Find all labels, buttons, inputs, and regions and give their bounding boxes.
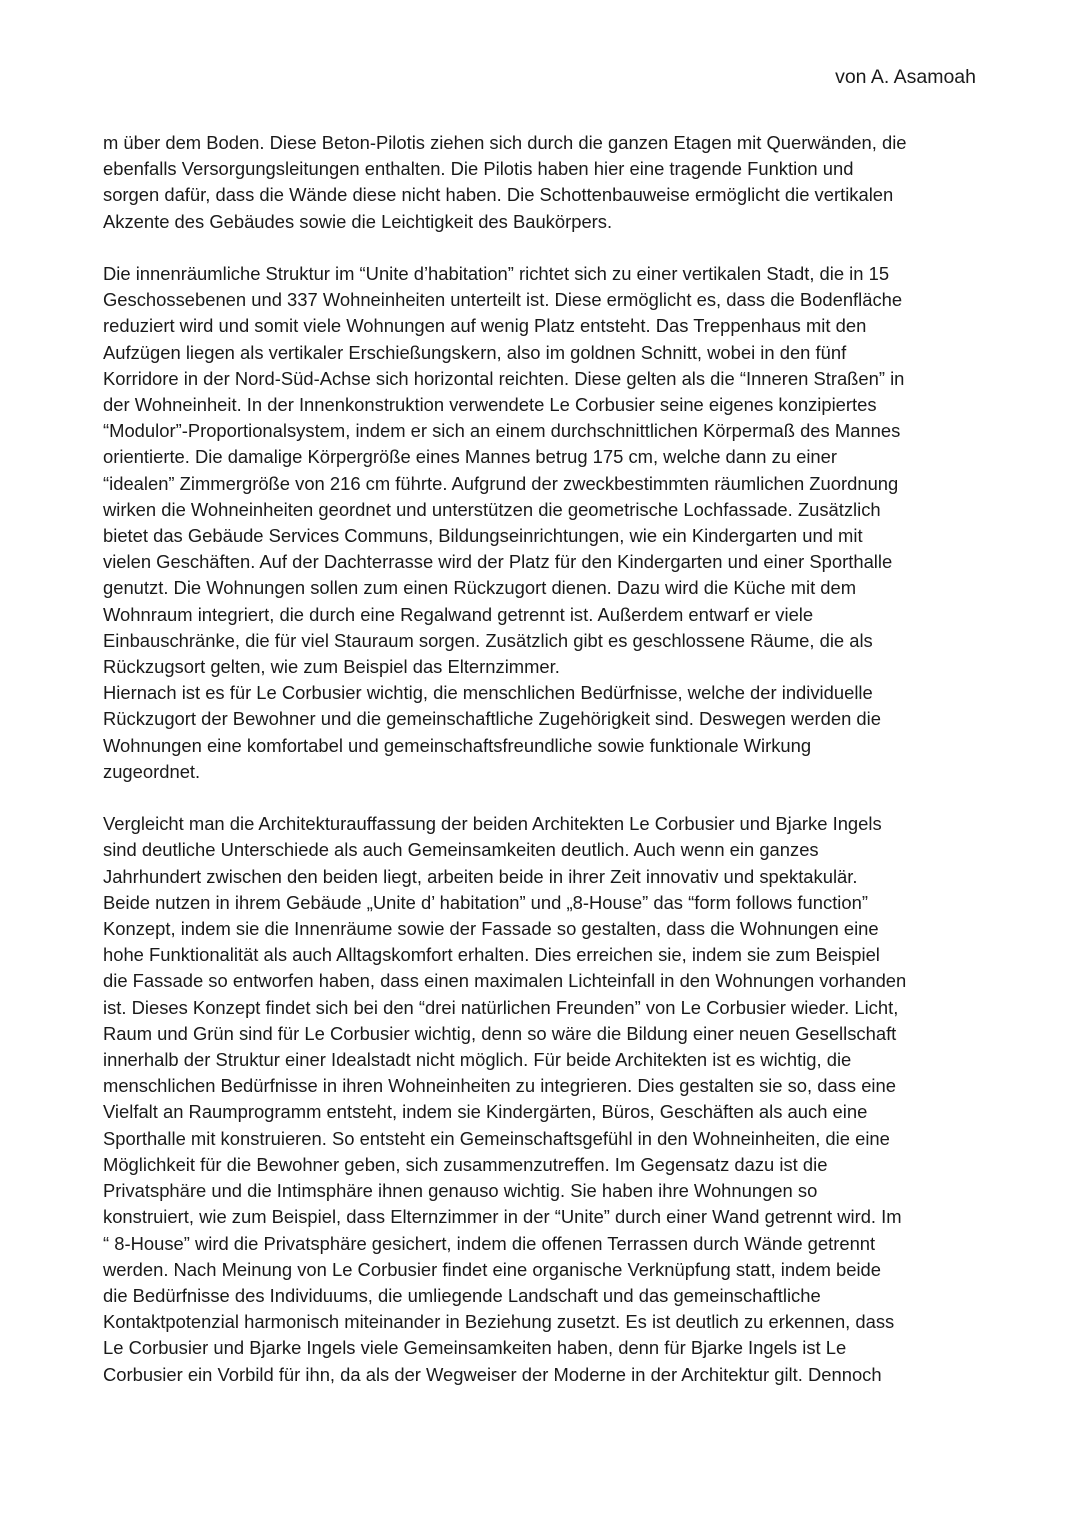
author-header: von A. Asamoah (835, 66, 976, 88)
text-line: Kontaktpotenzial harmonisch miteinander in Beziehung zusetzt. Es ist deutlich zu erkennen, dass (103, 1311, 895, 1333)
text-line: Korridore in der Nord-Süd-Achse sich horizontal reichten. Diese gelten als die “Inneren Straßen” in (103, 367, 905, 389)
text-line: m über dem Boden. Diese Beton-Pilotis ziehen sich durch die ganzen Etagen mit Querwänden, die (103, 132, 907, 153)
text-line: genutzt. Die Wohnungen sollen zum einen Rückzugort dienen. Dazu wird die Küche mit dem (103, 577, 857, 599)
text-line: Raum und Grün sind für Le Corbusier wichtig, denn so wäre die Bildung einer neuen Gesellschaft (103, 1022, 897, 1044)
text-line: Aufzügen liegen als vertikaler Erschießungskern, also im goldnen Schnitt, wobei in den fünf (103, 341, 847, 363)
paragraph-spacer (103, 235, 983, 261)
text-line: Die innenräumliche Struktur im “Unite d’habitation” richtet sich zu einer vertikalen Stadt, die in 15 (103, 263, 890, 284)
text-line: die Fassade so entworfen haben, dass einen maximalen Lichteinfall in den Wohnungen vorhanden (103, 970, 907, 992)
text-line: wirken die Wohneinheiten geordnet und unterstützen die geometrische Lochfassade. Zusätzlich (103, 498, 881, 520)
text-line: Einbauschränke, die für viel Stauraum sorgen. Zusätzlich gibt es geschlossene Räume, die als (103, 629, 873, 651)
text-line: ist. Dieses Konzept findet sich bei den “drei natürlichen Freunden” von Le Corbusier wieder. Licht, (103, 996, 899, 1018)
text-line: Hiernach ist es für Le Corbusier wichtig, die menschlichen Bedürfnisse, welche der individuelle (103, 682, 873, 704)
text-line: Privatsphäre und die Intimsphäre ihnen genauso wichtig. Sie haben ihre Wohnungen so (103, 1180, 818, 1202)
document-body (103, 130, 983, 1388)
text-line: werden. Nach Meinung von Le Corbusier findet eine organische Verknüpfung statt, indem beide (103, 1258, 882, 1280)
text-line: der Wohneinheit. In der Innenkonstruktion verwendete Le Corbusier seine eigenes konzipiertes (103, 394, 877, 416)
text-line: Rückzugsort gelten, wie zum Beispiel das Elternzimmer. (103, 656, 560, 678)
text-line: Möglichkeit für die Bewohner geben, sich zusammenzutreffen. Im Gegensatz dazu ist die (103, 1153, 828, 1175)
paragraph-interior-structure (103, 261, 983, 785)
text-line: Akzente des Gebäudes sowie die Leichtigkeit des Baukörpers. (103, 210, 613, 232)
text-line: Geschossebenen und 337 Wohneinheiten unterteilt ist. Diese ermöglicht es, dass die Bodenfläche (103, 289, 903, 311)
text-line: menschlichen Bedürfnisse in ihren Wohneinheiten zu integrieren. Dies gestalten sie so, dass eine (103, 1075, 896, 1097)
text-line: orientierte. Die damalige Körpergröße eines Mannes betrug 175 cm, welche dann zu einer (103, 446, 837, 468)
text-line: vielen Geschäften. Auf der Dachterrasse wird der Platz für den Kindergarten und einer Sporthalle (103, 551, 893, 573)
text-line: sorgen dafür, dass die Wände diese nicht haben. Die Schottenbauweise ermöglicht die vertikalen (103, 184, 894, 206)
text-line: Wohnraum integriert, die durch eine Regalwand getrennt ist. Außerdem entwarf er viele (103, 603, 814, 625)
text-line: bietet das Gebäude Services Communs, Bildungseinrichtungen, wie ein Kindergarten und mit (103, 525, 863, 547)
paragraph-pilotis (103, 130, 983, 235)
text-line: “ 8-House” wird die Privatsphäre gesichert, indem die offenen Terrassen durch Wände getrennt (103, 1232, 876, 1254)
paragraph-spacer (103, 785, 983, 811)
text-line: konstruiert, wie zum Beispiel, dass Elternzimmer in der “Unite” durch einer Wand getrennt wird. Im (103, 1206, 902, 1228)
text-line: Beide nutzen in ihrem Gebäude „Unite d’ habitation” und „8-House” das “form follows function” (103, 891, 868, 913)
text-line: innerhalb der Struktur einer Idealstadt nicht möglich. Für beide Architekten ist es wichtig, die (103, 1049, 852, 1071)
text-line: Wohnungen eine komfortabel und gemeinschaftsfreundliche sowie funktionale Wirkung (103, 734, 812, 756)
text-line: Le Corbusier und Bjarke Ingels viele Gemeinsamkeiten haben, denn für Bjarke Ingels ist Le (103, 1337, 847, 1359)
text-line: “idealen” Zimmergröße von 216 cm führte. Aufgrund der zweckbestimmten räumlichen Zuordnung (103, 472, 899, 494)
text-line: Konzept, indem sie die Innenräume sowie der Fassade so gestalten, dass die Wohnungen eine (103, 918, 879, 940)
text-line: ebenfalls Versorgungsleitungen enthalten. Die Pilotis haben hier eine tragende Funktion und (103, 158, 854, 180)
paragraph-comparison (103, 811, 983, 1387)
text-line: zugeordnet. (103, 760, 201, 782)
text-line: Jahrhundert zwischen den beiden liegt, arbeiten beide in ihrer Zeit innovativ und spektakulär. (103, 865, 858, 887)
text-line: reduziert wird und somit viele Wohnungen auf wenig Platz entsteht. Das Treppenhaus mit den (103, 315, 867, 337)
text-line: Corbusier ein Vorbild für ihn, da als der Wegweiser der Moderne in der Architektur gilt. Dennoch (103, 1363, 882, 1385)
text-line: hohe Funktionalität als auch Alltagskomfort erhalten. Dies erreichen sie, indem sie zum Beispiel (103, 944, 880, 966)
text-line: Vergleicht man die Architekturauffassung der beiden Architekten Le Corbusier und Bjarke Ingels (103, 813, 882, 835)
text-line: Vielfalt an Raumprogramm entsteht, indem sie Kindergärten, Büros, Geschäften als auch eine (103, 1101, 868, 1123)
text-line: “Modulor”-Proportionalsystem, indem er sich an einem durchschnittlichen Körpermaß des Mannes (103, 420, 901, 442)
text-line: die Bedürfnisse des Individuums, die umliegende Landschaft und das gemeinschaftliche (103, 1284, 821, 1306)
text-line: Sporthalle mit konstruieren. So entsteht ein Gemeinschaftsgefühl in den Wohneinheiten, die eine (103, 1127, 890, 1149)
text-line: Rückzugort der Bewohner und die gemeinschaftliche Zugehörigkeit sind. Deswegen werden die (103, 708, 881, 730)
text-line: sind deutliche Unterschiede als auch Gemeinsamkeiten deutlich. Auch wenn ein ganzes (103, 839, 819, 861)
